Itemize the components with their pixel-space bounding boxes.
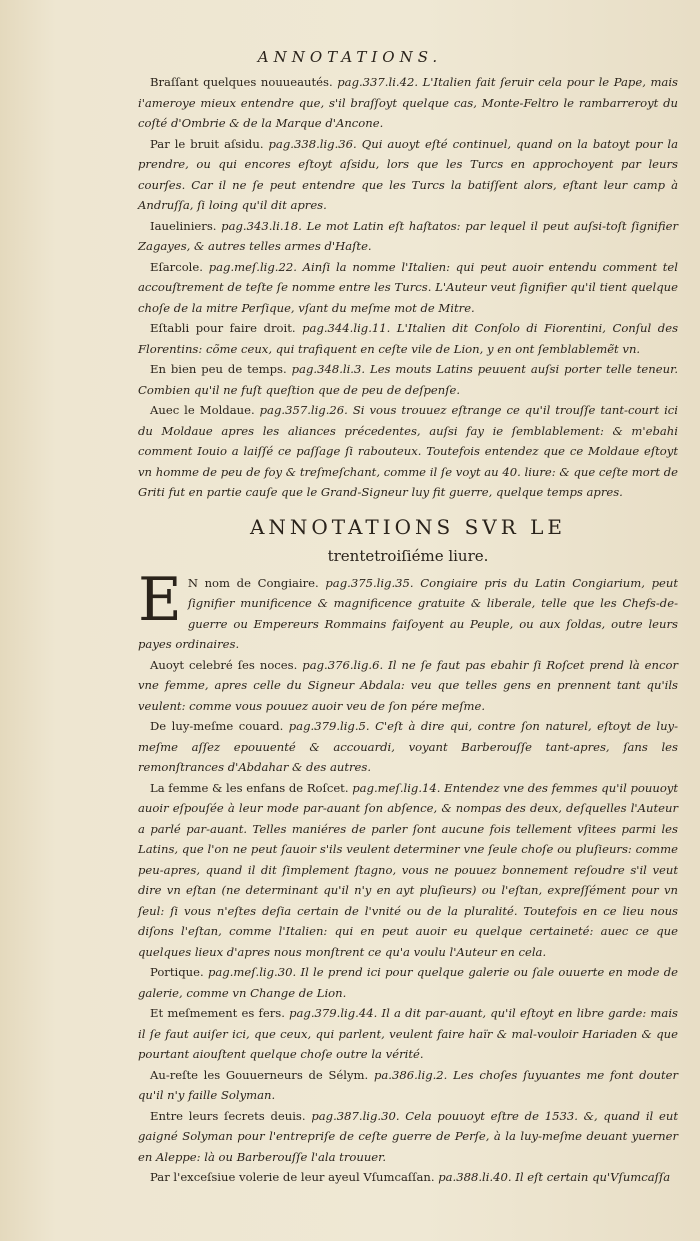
annotation-entry [138, 778, 678, 963]
entry-gloss: Congiaire pris du Latin Congiarium, peut ſignifier munificence & magnificence gratuite & liberale, telle que les Chefs-de-guerre ou Empereurs Rommains faiſoyent au Peuple, ou aux ſoldas, outre leurs payes ordinaires. [138, 575, 678, 651]
entry-reference: pag.meſ.lig.30. [207, 965, 297, 979]
entry-gloss: Qui auoyt eſté continuel, quand on la batoyt pour la prendre, ou qui encores eſtoyt aſsidu, lors que les Turcs en approchoyent par leurs courſes. Car il ne ſe peut entendre que les Turcs la batiſſent alors, eſtant leur camp à Andruſſa, ſi loing qu'il dit apres. [138, 136, 679, 212]
entry-gloss: Entendez vne des femmes qu'il pouuoyt auoir eſpouſée à leur mode par-auant ſon abſence, & nompas des deux, deſquelles l'Auteur a parlé par-auant. Telles maniéres de parler ſont aucune fois tellement vſitees parmi les Latins, que l'on ne peut ſauoir s'ils veulent determiner vne ſeule choſe ou pluſieurs: comme peu-apres, quand il dit ſimplement ſtagno, vous ne pouuez bonnement reſoudre s'il veut dire vn eſtan (ne determinant qu'il n'y en ayt pluſieurs) ou l'eſtan, expreſſément pour vn ſeul: ſi vous n'eſtes deſia certain de l'vnité ou de la pluralité. Toutefois en ce lieu nous diſons l'eſtan, comme l'Italien: qui en peut auoir eu quelque certaineté: auec ce que quelques lieux d'apres nous monſtrent ce qu'a voulu l'Auteur en cela. [138, 780, 679, 959]
entry-gloss: Il ne ſe faut pas ebahir ſi Roſcet prend là encor vne femme, apres celle du Signeur Abdala: veu que telles gens en prennent tant qu'ils veulent: comme vous pouuez auoir veu de ſon pére meſme. [138, 657, 679, 713]
running-head: ANNOTATIONS. [257, 48, 443, 66]
entry-gloss: Le mot Latin eſt haſtatos: par lequel il peut auſsi-toſt ſignifier Zagayes, & autres telles armes d'Haſte. [138, 218, 679, 253]
entry-gloss: Il le prend ici pour quelque galerie ou ſale ouuerte en mode de galerie, comme vn Change de Lion. [138, 965, 679, 1000]
annotation-entry [138, 1065, 678, 1106]
entry-reference: pag.357.lig.26. [259, 403, 348, 417]
entry-reference: pag.337.li.42. [337, 75, 419, 89]
entry-lemma: N nom de Congiaire. [187, 575, 319, 590]
entry-lemma: La femme & les enfans de Roſcet. [150, 780, 349, 795]
entry-reference: pa.388.li.40. [438, 1170, 512, 1184]
entry-reference: pag.348.li.3. [291, 362, 366, 376]
annotation-entry [138, 564, 678, 655]
entry-gloss: Si vous trouuez eſtrange ce qu'il trouſſe tant-court ici du Moldaue apres les aliances précedentes, auſsi fay ie ſemblablement: & m'ebahi comment Iouio a laiſſé ce paſſage ſi rabouteux. Toutefois entendez que ce Moldaue eſtoyt vn homme de peu de foy & treſmeſchant, comme il ſe voyt au 40. liure: & que ceſte mort de Griti fut en partie cauſe que le Grand-Signeur luy fit guerre, quelque temps apres. [138, 403, 678, 499]
annotations-part2 [138, 564, 679, 1188]
annotation-entry [138, 216, 678, 257]
entry-reference: pag.387.lig.30. [311, 1108, 400, 1123]
entry-lemma: Par l'exceſsiue volerie de leur ayeul Vſumcaſſan. [150, 1170, 435, 1184]
entry-lemma: Par le bruit aſsidu. [150, 136, 264, 151]
annotation-entry [138, 655, 678, 717]
annotation-entry [138, 962, 678, 1003]
entry-gloss: L'Italien dit Conſolo di Fiorentini, Conſul des Florentins: cõme ceux, qui trafiquent en ceſte vile de Lion, y en ont ſemblablemẽt vn. [138, 321, 679, 356]
entry-lemma: Au-reſte les Gouuerneurs de Sélym. [150, 1067, 369, 1082]
entry-lemma: Entre leurs ſecrets deuis. [150, 1108, 306, 1123]
annotation-entry [138, 72, 678, 134]
entry-reference: pag.379.lig.44. [289, 1006, 378, 1020]
section-subheading: trentetroiſiéme liure. [327, 546, 489, 565]
entry-reference: pag.338.lig.36. [268, 136, 357, 151]
annotation-entry [138, 318, 678, 359]
annotation-entry [138, 400, 678, 503]
entry-gloss: Cela pouuoyt eſtre de 1533. &, quand il eut gaigné Solyman pour l'entrepriſe de ceſte guerre de Perſe, à la luy-meſme deuant yuerner en Aleppe: là ou Barberouſſe l'ala trouuer. [138, 1108, 679, 1164]
entry-lemma: Eſtabli pour faire droit. [150, 321, 296, 335]
annotation-text [138, 72, 678, 1188]
annotation-entry [138, 1106, 678, 1168]
annotation-entry [138, 134, 678, 216]
annotation-entry [138, 257, 678, 319]
entry-lemma: Auoyt celebré ſes noces. [150, 657, 298, 672]
annotations-part1 [138, 72, 678, 503]
entry-reference: pa.386.lig.2. [373, 1067, 448, 1082]
entry-lemma: Eſarcole. [150, 259, 203, 274]
entry-gloss: Ainſi la nomme l'Italien: qui peut auoir entendu comment tel accouſtrement de teſte ſe nomme entre les Turcs. L'Auteur veut ſignifier qu'il tient quelque choſe de la mitre Perſique, vſant du meſme mot de Mitre. [138, 259, 679, 315]
entry-lemma: Braſſant quelques nouueautés. [150, 75, 333, 89]
annotation-entry [138, 1003, 678, 1065]
annotation-entry [138, 359, 678, 400]
entry-reference: pag.343.li.18. [221, 218, 302, 233]
entry-reference: pag.379.lig.5. [288, 719, 370, 733]
annotation-entry [138, 1167, 678, 1188]
drop-cap: E [138, 564, 182, 635]
entry-gloss: Les choſes ſuyuantes me font douter qu'il n'y faille Solyman. [138, 1067, 679, 1102]
entry-gloss: Les mouts Latins peuuent auſsi porter telle teneur. Combien qu'il ne fuſt queſtion que de peu de deſpenſe. [138, 362, 679, 397]
annotation-entry [138, 716, 678, 778]
entry-lemma: Iaueliniers. [150, 218, 217, 233]
entry-reference: pag.meſ.lig.22. [208, 259, 297, 274]
entry-lemma: Auec le Moldaue. [150, 403, 255, 417]
entry-gloss: Il eſt certain qu'Vſumcaſſa [515, 1170, 671, 1184]
entry-gloss: C'eſt à dire qui, contre ſon naturel, eſtoyt de luy-meſme aſſez epouuenté & accouardi, voyant Barberouſſe tant-apres, ſans les remonſtrances d'Abdahar & des autres. [138, 719, 679, 774]
entry-lemma: Et meſmement es fers. [150, 1006, 285, 1020]
entry-gloss: L'Italien fait ſeruir cela pour le Pape, mais i'ameroye mieux entendre que, s'il braſſoyt quelque cas, Monte-Feltro le rambarreroyt du coſté d'Ombrie & de la Marque d'Ancone. [138, 75, 679, 130]
entry-gloss: Il a dit par-auant, qu'il eſtoyt en libre garde: mais il ſe faut auiſer ici, que ceux, qui parlent, veulent faire haïr & mal-vouloir Hariaden & que pourtant aiouſtent quelque choſe outre la vérité. [138, 1006, 678, 1061]
entry-lemma: En bien peu de temps. [150, 362, 287, 376]
entry-reference: pag.344.lig.11. [302, 321, 391, 335]
entry-reference: pag.meſ.lig.14. [352, 780, 441, 795]
entry-reference: pag.375.lig.35. [325, 575, 414, 590]
entry-reference: pag.376.lig.6. [302, 657, 384, 672]
section-heading: ANNOTATIONS SVR LE [249, 514, 567, 539]
entry-lemma: De luy-meſme couard. [150, 719, 284, 733]
entry-lemma: Portique. [150, 965, 204, 979]
